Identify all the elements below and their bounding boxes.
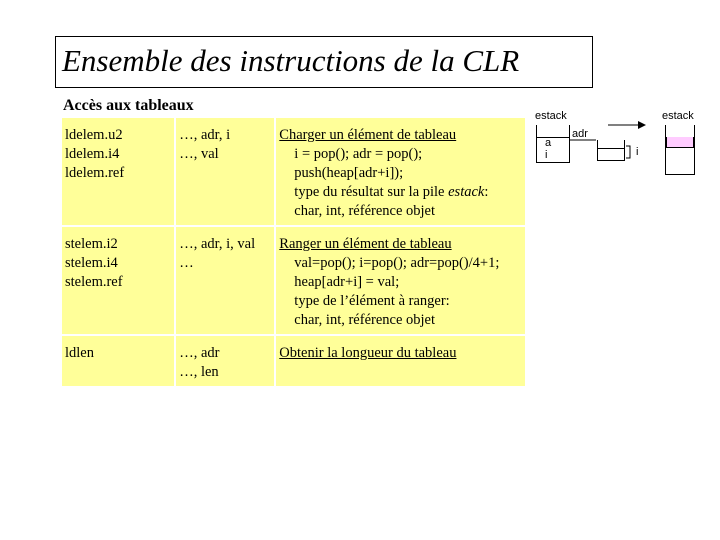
description-line	[279, 183, 521, 202]
opcode: ldelem.i4	[65, 146, 120, 162]
description-title: Ranger un élément de tableau	[279, 236, 452, 252]
description-italic: estack	[448, 184, 485, 200]
stack-before: …, adr, i	[179, 127, 231, 143]
cell-i: i	[545, 149, 548, 161]
i-brace	[624, 144, 644, 164]
description-line: push(heap[adr+i]);	[294, 165, 404, 181]
opcode: stelem.i4	[65, 255, 118, 271]
description-cell	[276, 118, 525, 225]
stack-after: …, val	[179, 146, 219, 162]
array-block	[597, 140, 625, 161]
brace-shape	[626, 146, 630, 158]
opcode: ldelem.ref	[65, 165, 125, 181]
i-label: i	[636, 146, 639, 158]
table-row	[62, 336, 525, 386]
estack-right	[665, 125, 695, 175]
stack-cell	[176, 118, 274, 225]
description-text: type du résultat sur la pile	[294, 184, 449, 200]
estack-left-divider	[537, 137, 569, 138]
section-subtitle: Accès aux tableaux	[63, 97, 194, 114]
description-line: char, int, référence objet	[294, 312, 436, 328]
description-line: i = pop(); adr = pop();	[294, 146, 423, 162]
opcode: stelem.i2	[65, 236, 118, 252]
description-line: val=pop(); i=pop(); adr=pop()/4+1;	[294, 255, 500, 271]
description-line: heap[adr+i] = val;	[294, 274, 400, 290]
estack-left-cells	[545, 137, 551, 161]
opcode: ldelem.u2	[65, 127, 123, 143]
stack-cell	[176, 336, 274, 386]
opcode-cell	[62, 118, 174, 225]
instruction-table	[60, 116, 527, 388]
description-cell	[276, 227, 525, 334]
stack-after: …, len	[179, 364, 219, 380]
estack-right-label: estack	[662, 110, 694, 122]
opcode-cell	[62, 336, 174, 386]
page-title: Ensemble des instructions de la CLR	[62, 43, 520, 78]
transition-arrow-head	[638, 121, 646, 129]
stack-before: …, adr, i, val	[179, 236, 256, 252]
description-line: type de l’élément à ranger:	[294, 293, 450, 309]
estack-left-label: estack	[535, 110, 567, 122]
description-cell	[276, 336, 525, 386]
opcode: stelem.ref	[65, 274, 123, 290]
opcode-cell	[62, 227, 174, 334]
adr-label: adr	[572, 128, 588, 140]
stack-after: …	[179, 255, 194, 271]
stack-before: …, adr	[179, 345, 220, 361]
title-box	[55, 36, 593, 88]
table-row	[62, 227, 525, 334]
opcode: ldlen	[65, 345, 94, 361]
table-row	[62, 118, 525, 225]
description-line: char, int, référence objet	[294, 203, 436, 219]
stack-cell	[176, 227, 274, 334]
description-suffix: :	[484, 184, 489, 200]
estack-right-cell-pink	[666, 137, 694, 148]
description-title: Obtenir la longueur du tableau	[279, 345, 457, 361]
description-title: Charger un élément de tableau	[279, 127, 457, 143]
cell-a: a	[545, 137, 552, 149]
array-divider	[597, 148, 625, 149]
estack-left	[536, 125, 570, 163]
